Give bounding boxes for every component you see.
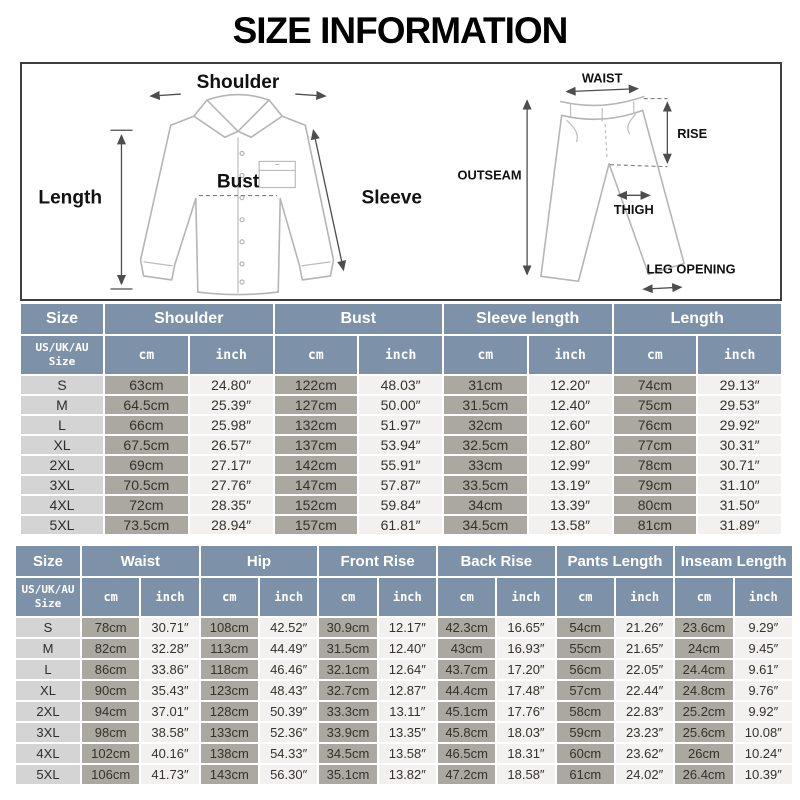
- inch-value-cell: 55.91″: [359, 456, 442, 474]
- inch-value-cell: 41.73″: [141, 765, 198, 784]
- inch-value-cell: 31.89″: [698, 516, 781, 534]
- cm-value-cell: 69cm: [105, 456, 188, 474]
- cm-value-cell: 33.3cm: [319, 702, 376, 721]
- inch-unit-header: inch: [616, 578, 673, 616]
- table-row: [21, 416, 781, 434]
- shirt-length-label: Length: [38, 187, 103, 209]
- cm-value-cell: 25.6cm: [675, 723, 732, 742]
- cm-value-cell: 147cm: [275, 476, 358, 494]
- pants-leg-opening-label: LEG OPENING: [646, 261, 736, 277]
- inch-unit-header: inch: [698, 336, 781, 374]
- cm-value-cell: 64.5cm: [105, 396, 188, 414]
- cm-value-cell: 132cm: [275, 416, 358, 434]
- cm-value-cell: 79cm: [614, 476, 697, 494]
- inch-value-cell: 28.94″: [190, 516, 273, 534]
- unit-header-row: [21, 336, 781, 374]
- cm-value-cell: 108cm: [201, 618, 258, 637]
- cm-value-cell: 80cm: [614, 496, 697, 514]
- cm-value-cell: 30.9cm: [319, 618, 376, 637]
- inch-value-cell: 28.35″: [190, 496, 273, 514]
- size-label-cell: XL: [21, 436, 103, 454]
- size-label-cell: L: [16, 660, 80, 679]
- inch-unit-header: inch: [497, 578, 554, 616]
- cm-value-cell: 157cm: [275, 516, 358, 534]
- table-row: [21, 376, 781, 394]
- inch-value-cell: 12.64″: [379, 660, 436, 679]
- us-uk-au-size-header: US/UK/AU Size: [21, 336, 103, 374]
- inch-value-cell: 13.58″: [529, 516, 612, 534]
- cm-value-cell: 43.7cm: [438, 660, 495, 679]
- pants-rise-label: RISE: [677, 126, 708, 142]
- shirt-shoulder-label: Shoulder: [196, 72, 280, 94]
- inch-value-cell: 40.16″: [141, 744, 198, 763]
- size-label-cell: 5XL: [16, 765, 80, 784]
- inch-value-cell: 30.31″: [698, 436, 781, 454]
- inch-value-cell: 9.45″: [735, 639, 792, 658]
- inch-unit-header: inch: [735, 578, 792, 616]
- inch-value-cell: 48.43″: [260, 681, 317, 700]
- inch-value-cell: 13.39″: [529, 496, 612, 514]
- inch-value-cell: 29.53″: [698, 396, 781, 414]
- cm-value-cell: 45.8cm: [438, 723, 495, 742]
- size-label-cell: L: [21, 416, 103, 434]
- inch-value-cell: 10.08″: [735, 723, 792, 742]
- group-header-row: [16, 546, 792, 576]
- size-label-cell: 3XL: [21, 476, 103, 494]
- inch-value-cell: 53.94″: [359, 436, 442, 454]
- sleeve-length-group-header: Sleeve length: [444, 304, 612, 334]
- cm-value-cell: 47.2cm: [438, 765, 495, 784]
- cm-value-cell: 90cm: [82, 681, 139, 700]
- inch-value-cell: 22.44″: [616, 681, 673, 700]
- table-row: [21, 396, 781, 414]
- inch-value-cell: 30.71″: [141, 618, 198, 637]
- cm-value-cell: 128cm: [201, 702, 258, 721]
- cm-unit-header: cm: [614, 336, 697, 374]
- cm-unit-header: cm: [319, 578, 376, 616]
- table-row: [16, 681, 792, 700]
- table-row: [21, 436, 781, 454]
- inch-value-cell: 38.58″: [141, 723, 198, 742]
- table-row: [21, 456, 781, 474]
- table-row: [21, 496, 781, 514]
- size-column-header: Size: [21, 304, 103, 334]
- table-row: [16, 744, 792, 763]
- us-uk-au-size-header: US/UK/AU Size: [16, 578, 80, 616]
- table-row: [16, 723, 792, 742]
- cm-value-cell: 31cm: [444, 376, 527, 394]
- inch-value-cell: 13.35″: [379, 723, 436, 742]
- cm-value-cell: 73.5cm: [105, 516, 188, 534]
- inch-unit-header: inch: [190, 336, 273, 374]
- page-title: SIZE INFORMATION: [232, 10, 568, 51]
- unit-header-row: [16, 578, 792, 616]
- inch-value-cell: 31.50″: [698, 496, 781, 514]
- pants-size-table: [14, 544, 794, 786]
- cm-value-cell: 152cm: [275, 496, 358, 514]
- cm-unit-header: cm: [201, 578, 258, 616]
- cm-value-cell: 32.7cm: [319, 681, 376, 700]
- cm-value-cell: 35.1cm: [319, 765, 376, 784]
- cm-value-cell: 26.4cm: [675, 765, 732, 784]
- cm-unit-header: cm: [675, 578, 732, 616]
- inch-value-cell: 10.39″: [735, 765, 792, 784]
- cm-value-cell: 57cm: [557, 681, 614, 700]
- measurement-diagram-box: [20, 62, 782, 301]
- cm-value-cell: 75cm: [614, 396, 697, 414]
- shoulder-group-header: Shoulder: [105, 304, 273, 334]
- size-label-cell: S: [21, 376, 103, 394]
- inch-value-cell: 9.29″: [735, 618, 792, 637]
- size-label-cell: M: [16, 639, 80, 658]
- inch-value-cell: 21.65″: [616, 639, 673, 658]
- inch-value-cell: 32.28″: [141, 639, 198, 658]
- inch-value-cell: 29.92″: [698, 416, 781, 434]
- inch-value-cell: 31.10″: [698, 476, 781, 494]
- cm-value-cell: 60cm: [557, 744, 614, 763]
- inch-value-cell: 25.39″: [190, 396, 273, 414]
- cm-value-cell: 56cm: [557, 660, 614, 679]
- inch-value-cell: 12.60″: [529, 416, 612, 434]
- size-label-cell: XL: [16, 681, 80, 700]
- size-label-cell: 3XL: [16, 723, 80, 742]
- inch-value-cell: 22.05″: [616, 660, 673, 679]
- cm-value-cell: 34.5cm: [444, 516, 527, 534]
- inch-value-cell: 13.19″: [529, 476, 612, 494]
- cm-value-cell: 82cm: [82, 639, 139, 658]
- cm-value-cell: 26cm: [675, 744, 732, 763]
- size-label-cell: S: [16, 618, 80, 637]
- inseam-length-group-header: Inseam Length: [675, 546, 792, 576]
- inch-unit-header: inch: [379, 578, 436, 616]
- inch-value-cell: 17.76″: [497, 702, 554, 721]
- pants-waist-label: WAIST: [581, 70, 623, 86]
- inch-value-cell: 23.23″: [616, 723, 673, 742]
- cm-value-cell: 43cm: [438, 639, 495, 658]
- cm-value-cell: 77cm: [614, 436, 697, 454]
- cm-unit-header: cm: [275, 336, 358, 374]
- cm-value-cell: 24.4cm: [675, 660, 732, 679]
- cm-value-cell: 63cm: [105, 376, 188, 394]
- cm-value-cell: 86cm: [82, 660, 139, 679]
- hip-group-header: Hip: [201, 546, 318, 576]
- inch-value-cell: 13.11″: [379, 702, 436, 721]
- cm-unit-header: cm: [557, 578, 614, 616]
- inch-value-cell: 44.49″: [260, 639, 317, 658]
- inch-value-cell: 17.20″: [497, 660, 554, 679]
- cm-value-cell: 31.5cm: [319, 639, 376, 658]
- cm-value-cell: 74cm: [614, 376, 697, 394]
- inch-value-cell: 54.33″: [260, 744, 317, 763]
- inch-value-cell: 18.58″: [497, 765, 554, 784]
- cm-value-cell: 113cm: [201, 639, 258, 658]
- cm-unit-header: cm: [438, 578, 495, 616]
- cm-value-cell: 33.9cm: [319, 723, 376, 742]
- cm-value-cell: 78cm: [614, 456, 697, 474]
- size-column-header: Size: [16, 546, 80, 576]
- cm-value-cell: 72cm: [105, 496, 188, 514]
- inch-value-cell: 18.03″: [497, 723, 554, 742]
- size-label-cell: 4XL: [21, 496, 103, 514]
- waist-group-header: Waist: [82, 546, 199, 576]
- pants-length-group-header: Pants Length: [557, 546, 674, 576]
- inch-value-cell: 51.97″: [359, 416, 442, 434]
- inch-value-cell: 16.93″: [497, 639, 554, 658]
- cm-value-cell: 66cm: [105, 416, 188, 434]
- shirt-measurement-diagram: [22, 64, 454, 299]
- cm-value-cell: 106cm: [82, 765, 139, 784]
- cm-unit-header: cm: [82, 578, 139, 616]
- inch-unit-header: inch: [141, 578, 198, 616]
- cm-value-cell: 102cm: [82, 744, 139, 763]
- inch-value-cell: 9.92″: [735, 702, 792, 721]
- size-label-cell: 2XL: [21, 456, 103, 474]
- inch-value-cell: 35.43″: [141, 681, 198, 700]
- inch-value-cell: 50.00″: [359, 396, 442, 414]
- inch-value-cell: 30.71″: [698, 456, 781, 474]
- cm-unit-header: cm: [444, 336, 527, 374]
- front-rise-group-header: Front Rise: [319, 546, 436, 576]
- cm-value-cell: 42.3cm: [438, 618, 495, 637]
- inch-value-cell: 57.87″: [359, 476, 442, 494]
- inch-value-cell: 12.80″: [529, 436, 612, 454]
- cm-value-cell: 70.5cm: [105, 476, 188, 494]
- table-row: [16, 702, 792, 721]
- cm-value-cell: 143cm: [201, 765, 258, 784]
- cm-value-cell: 122cm: [275, 376, 358, 394]
- cm-unit-header: cm: [105, 336, 188, 374]
- table-row: [16, 639, 792, 658]
- size-label-cell: 5XL: [21, 516, 103, 534]
- inch-value-cell: 13.58″: [379, 744, 436, 763]
- cm-value-cell: 33.5cm: [444, 476, 527, 494]
- cm-value-cell: 59cm: [557, 723, 614, 742]
- inch-value-cell: 50.39″: [260, 702, 317, 721]
- cm-value-cell: 81cm: [614, 516, 697, 534]
- cm-value-cell: 34cm: [444, 496, 527, 514]
- cm-value-cell: 32.5cm: [444, 436, 527, 454]
- inch-value-cell: 59.84″: [359, 496, 442, 514]
- inch-unit-header: inch: [260, 578, 317, 616]
- inch-value-cell: 56.30″: [260, 765, 317, 784]
- cm-value-cell: 34.5cm: [319, 744, 376, 763]
- inch-unit-header: inch: [359, 336, 442, 374]
- table-row: [16, 618, 792, 637]
- cm-value-cell: 24cm: [675, 639, 732, 658]
- inch-value-cell: 13.82″: [379, 765, 436, 784]
- length-group-header: Length: [614, 304, 782, 334]
- inch-value-cell: 25.98″: [190, 416, 273, 434]
- cm-value-cell: 31.5cm: [444, 396, 527, 414]
- cm-value-cell: 78cm: [82, 618, 139, 637]
- inch-value-cell: 24.02″: [616, 765, 673, 784]
- inch-value-cell: 46.46″: [260, 660, 317, 679]
- cm-value-cell: 61cm: [557, 765, 614, 784]
- cm-value-cell: 25.2cm: [675, 702, 732, 721]
- inch-value-cell: 22.83″: [616, 702, 673, 721]
- inch-value-cell: 24.80″: [190, 376, 273, 394]
- inch-value-cell: 27.17″: [190, 456, 273, 474]
- size-label-cell: 4XL: [16, 744, 80, 763]
- inch-value-cell: 48.03″: [359, 376, 442, 394]
- bust-group-header: Bust: [275, 304, 443, 334]
- cm-value-cell: 32.1cm: [319, 660, 376, 679]
- table-row: [21, 476, 781, 494]
- table-row: [16, 660, 792, 679]
- cm-value-cell: 46.5cm: [438, 744, 495, 763]
- inch-value-cell: 12.40″: [529, 396, 612, 414]
- size-label-cell: 2XL: [16, 702, 80, 721]
- table-row: [16, 765, 792, 784]
- shirt-sleeve-label: Sleeve: [361, 187, 422, 209]
- inch-value-cell: 9.76″: [735, 681, 792, 700]
- cm-value-cell: 138cm: [201, 744, 258, 763]
- inch-value-cell: 17.48″: [497, 681, 554, 700]
- inch-value-cell: 42.52″: [260, 618, 317, 637]
- cm-value-cell: 94cm: [82, 702, 139, 721]
- cm-value-cell: 98cm: [82, 723, 139, 742]
- cm-value-cell: 123cm: [201, 681, 258, 700]
- cm-value-cell: 67.5cm: [105, 436, 188, 454]
- inch-unit-header: inch: [529, 336, 612, 374]
- inch-value-cell: 16.65″: [497, 618, 554, 637]
- shirt-pocket: [259, 161, 295, 187]
- inch-value-cell: 9.61″: [735, 660, 792, 679]
- inch-value-cell: 52.36″: [260, 723, 317, 742]
- inch-value-cell: 18.31″: [497, 744, 554, 763]
- cm-value-cell: 137cm: [275, 436, 358, 454]
- table-row: [21, 516, 781, 534]
- inch-value-cell: 61.81″: [359, 516, 442, 534]
- inch-value-cell: 10.24″: [735, 744, 792, 763]
- cm-value-cell: 133cm: [201, 723, 258, 742]
- shirt-bust-label: Bust: [216, 171, 260, 193]
- cm-value-cell: 44.4cm: [438, 681, 495, 700]
- group-header-row: [21, 304, 781, 334]
- cm-value-cell: 142cm: [275, 456, 358, 474]
- tops-size-table: [19, 302, 783, 536]
- cm-value-cell: 32cm: [444, 416, 527, 434]
- pants-thigh-label: THIGH: [613, 202, 654, 218]
- inch-value-cell: 37.01″: [141, 702, 198, 721]
- cm-value-cell: 33cm: [444, 456, 527, 474]
- cm-value-cell: 24.8cm: [675, 681, 732, 700]
- cm-value-cell: 45.1cm: [438, 702, 495, 721]
- inch-value-cell: 27.76″: [190, 476, 273, 494]
- pants-measurement-diagram: [454, 64, 780, 299]
- inch-value-cell: 12.40″: [379, 639, 436, 658]
- cm-value-cell: 76cm: [614, 416, 697, 434]
- pants-outseam-label: OUTSEAM: [457, 167, 522, 183]
- size-label-cell: M: [21, 396, 103, 414]
- inch-value-cell: 12.99″: [529, 456, 612, 474]
- cm-value-cell: 23.6cm: [675, 618, 732, 637]
- inch-value-cell: 29.13″: [698, 376, 781, 394]
- back-rise-group-header: Back Rise: [438, 546, 555, 576]
- inch-value-cell: 21.26″: [616, 618, 673, 637]
- cm-value-cell: 118cm: [201, 660, 258, 679]
- inch-value-cell: 12.20″: [529, 376, 612, 394]
- cm-value-cell: 55cm: [557, 639, 614, 658]
- inch-value-cell: 12.87″: [379, 681, 436, 700]
- inch-value-cell: 23.62″: [616, 744, 673, 763]
- cm-value-cell: 127cm: [275, 396, 358, 414]
- inch-value-cell: 26.57″: [190, 436, 273, 454]
- cm-value-cell: 58cm: [557, 702, 614, 721]
- cm-value-cell: 54cm: [557, 618, 614, 637]
- inch-value-cell: 33.86″: [141, 660, 198, 679]
- inch-value-cell: 12.17″: [379, 618, 436, 637]
